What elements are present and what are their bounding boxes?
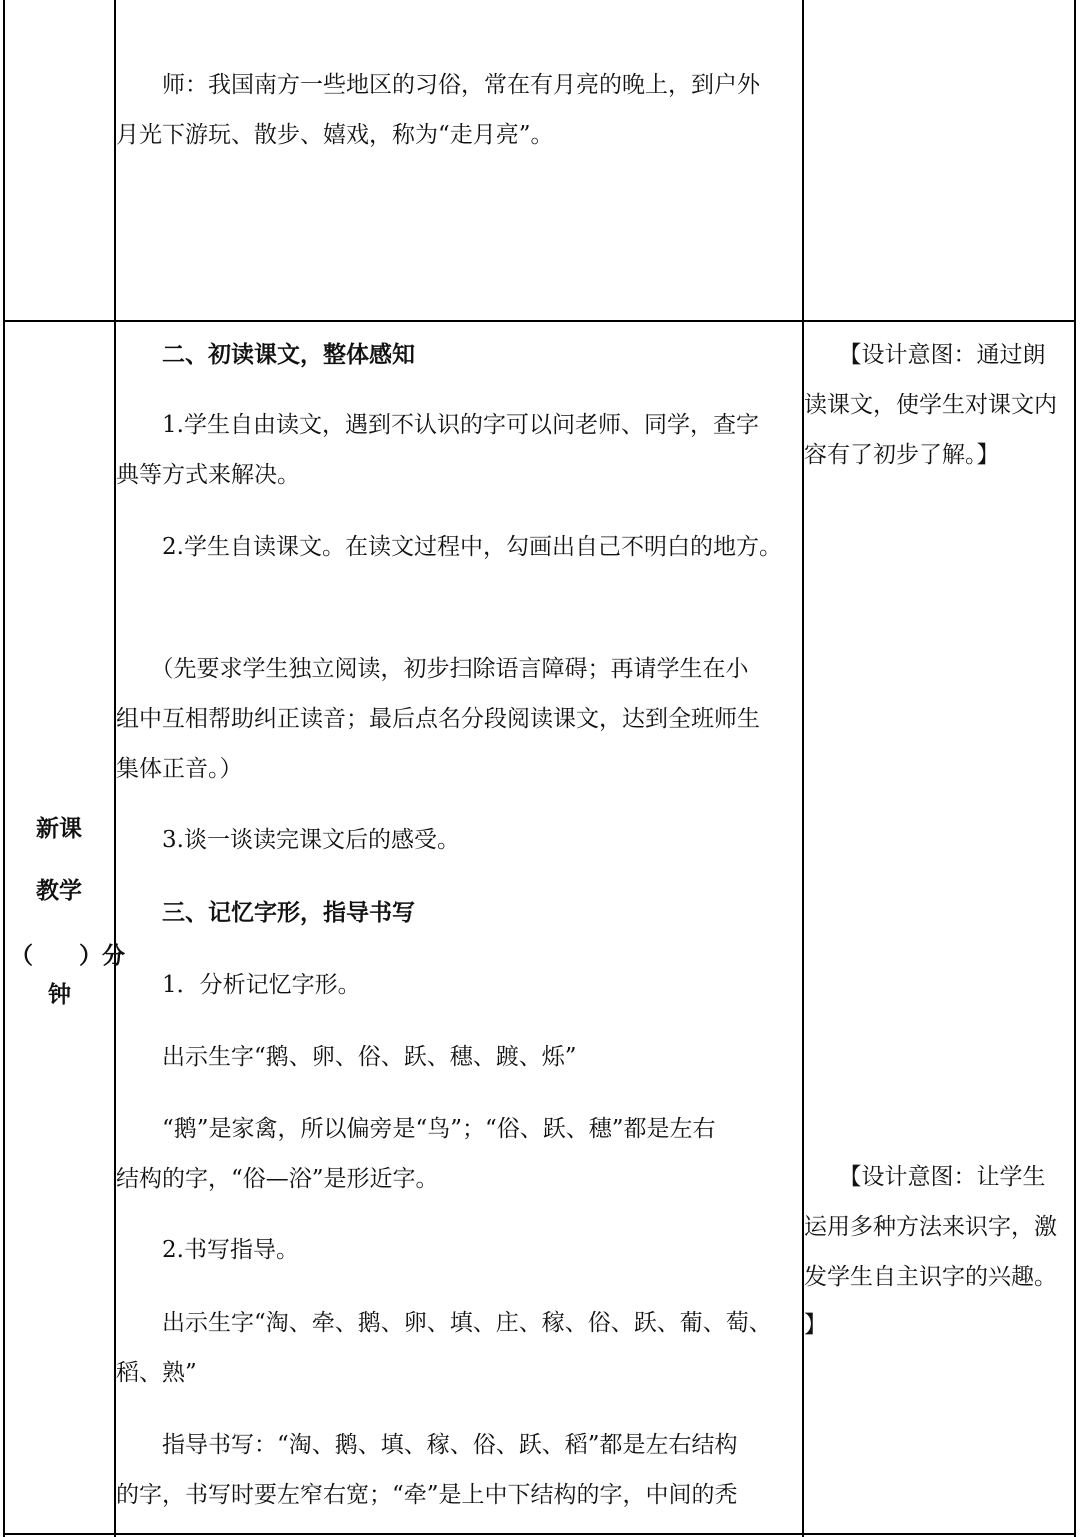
heading-section-3: 三、记忆字形，指导书写 xyxy=(116,900,415,926)
paragraph-8: 2.书写指导。 xyxy=(116,1237,299,1263)
paragraph-3-line-2: 组中互相帮助纠正读音；最后点名分段阅读课文，达到全班师生 xyxy=(116,706,760,732)
paragraph-7-line-1: “鹅”是家禽，所以偏旁是“鸟”；“俗、跃、穗”都是左右 xyxy=(116,1116,716,1142)
paragraph-1-line-1: 1.学生自由读文，遇到不认识的字可以问老师、同学，查字 xyxy=(116,412,759,438)
table-row-divider xyxy=(3,320,1076,322)
section-label-line-1: 新课 xyxy=(36,816,82,842)
paragraph-4: 3.谈一谈读完课文后的感受。 xyxy=(116,827,460,853)
paragraph-1-line-2: 典等方式来解决。 xyxy=(116,462,300,488)
paragraph-5: 1．分析记忆字形。 xyxy=(116,972,361,998)
paragraph-9-line-2: 稻、熟” xyxy=(116,1360,197,1386)
design-note-1-line-1: 【设计意图：通过朗 xyxy=(804,342,1046,368)
section-label-line-2: 教学 xyxy=(36,878,82,904)
paragraph-6: 出示生字“鹅、卵、俗、跃、穗、踱、烁” xyxy=(116,1044,577,1070)
section-label-line-3: （ ）分 xyxy=(10,943,125,969)
paragraph-7-line-2: 结构的字，“俗—浴”是形近字。 xyxy=(116,1166,439,1192)
paragraph-3-line-3: 集体正音。） xyxy=(116,756,243,782)
top-row-line-2: 月光下游玩、散步、嬉戏，称为“走月亮”。 xyxy=(116,122,554,148)
design-note-1-line-2: 读课文，使学生对课文内 xyxy=(804,392,1057,418)
design-note-2-line-2: 运用多种方法来识字，激 xyxy=(804,1214,1057,1240)
section-label-line-4: 钟 xyxy=(48,982,71,1008)
design-note-2-line-3: 发学生自主识字的兴趣。 xyxy=(804,1264,1057,1290)
design-note-2-line-4: 】 xyxy=(804,1312,827,1338)
table-border-bottom xyxy=(3,1533,1076,1535)
paragraph-10-line-1: 指导书写：“淘、鹅、填、稼、俗、跃、稻”都是左右结构 xyxy=(116,1432,738,1458)
table-border-left xyxy=(3,0,5,1537)
heading-section-2: 二、初读课文，整体感知 xyxy=(116,342,415,368)
top-row-line-1: 师：我国南方一些地区的习俗，常在有月亮的晚上，到户外 xyxy=(116,72,760,98)
design-note-1-line-3: 容有了初步了解。】 xyxy=(804,442,1000,468)
design-note-2-line-1: 【设计意图：让学生 xyxy=(804,1164,1046,1190)
paragraph-2: 2.学生自读课文。在读文过程中，勾画出自己不明白的地方。 xyxy=(116,534,782,560)
paragraph-10-line-2: 的字，书写时要左窄右宽；“牵”是上中下结构的字，中间的秃 xyxy=(116,1482,738,1508)
table-border-right xyxy=(1074,0,1076,1537)
paragraph-3-line-1: （先要求学生独立阅读，初步扫除语言障碍；再请学生在小 xyxy=(116,656,749,682)
paragraph-9-line-1: 出示生字“淘、牵、鹅、卵、填、庄、稼、俗、跃、葡、萄、 xyxy=(116,1310,772,1336)
